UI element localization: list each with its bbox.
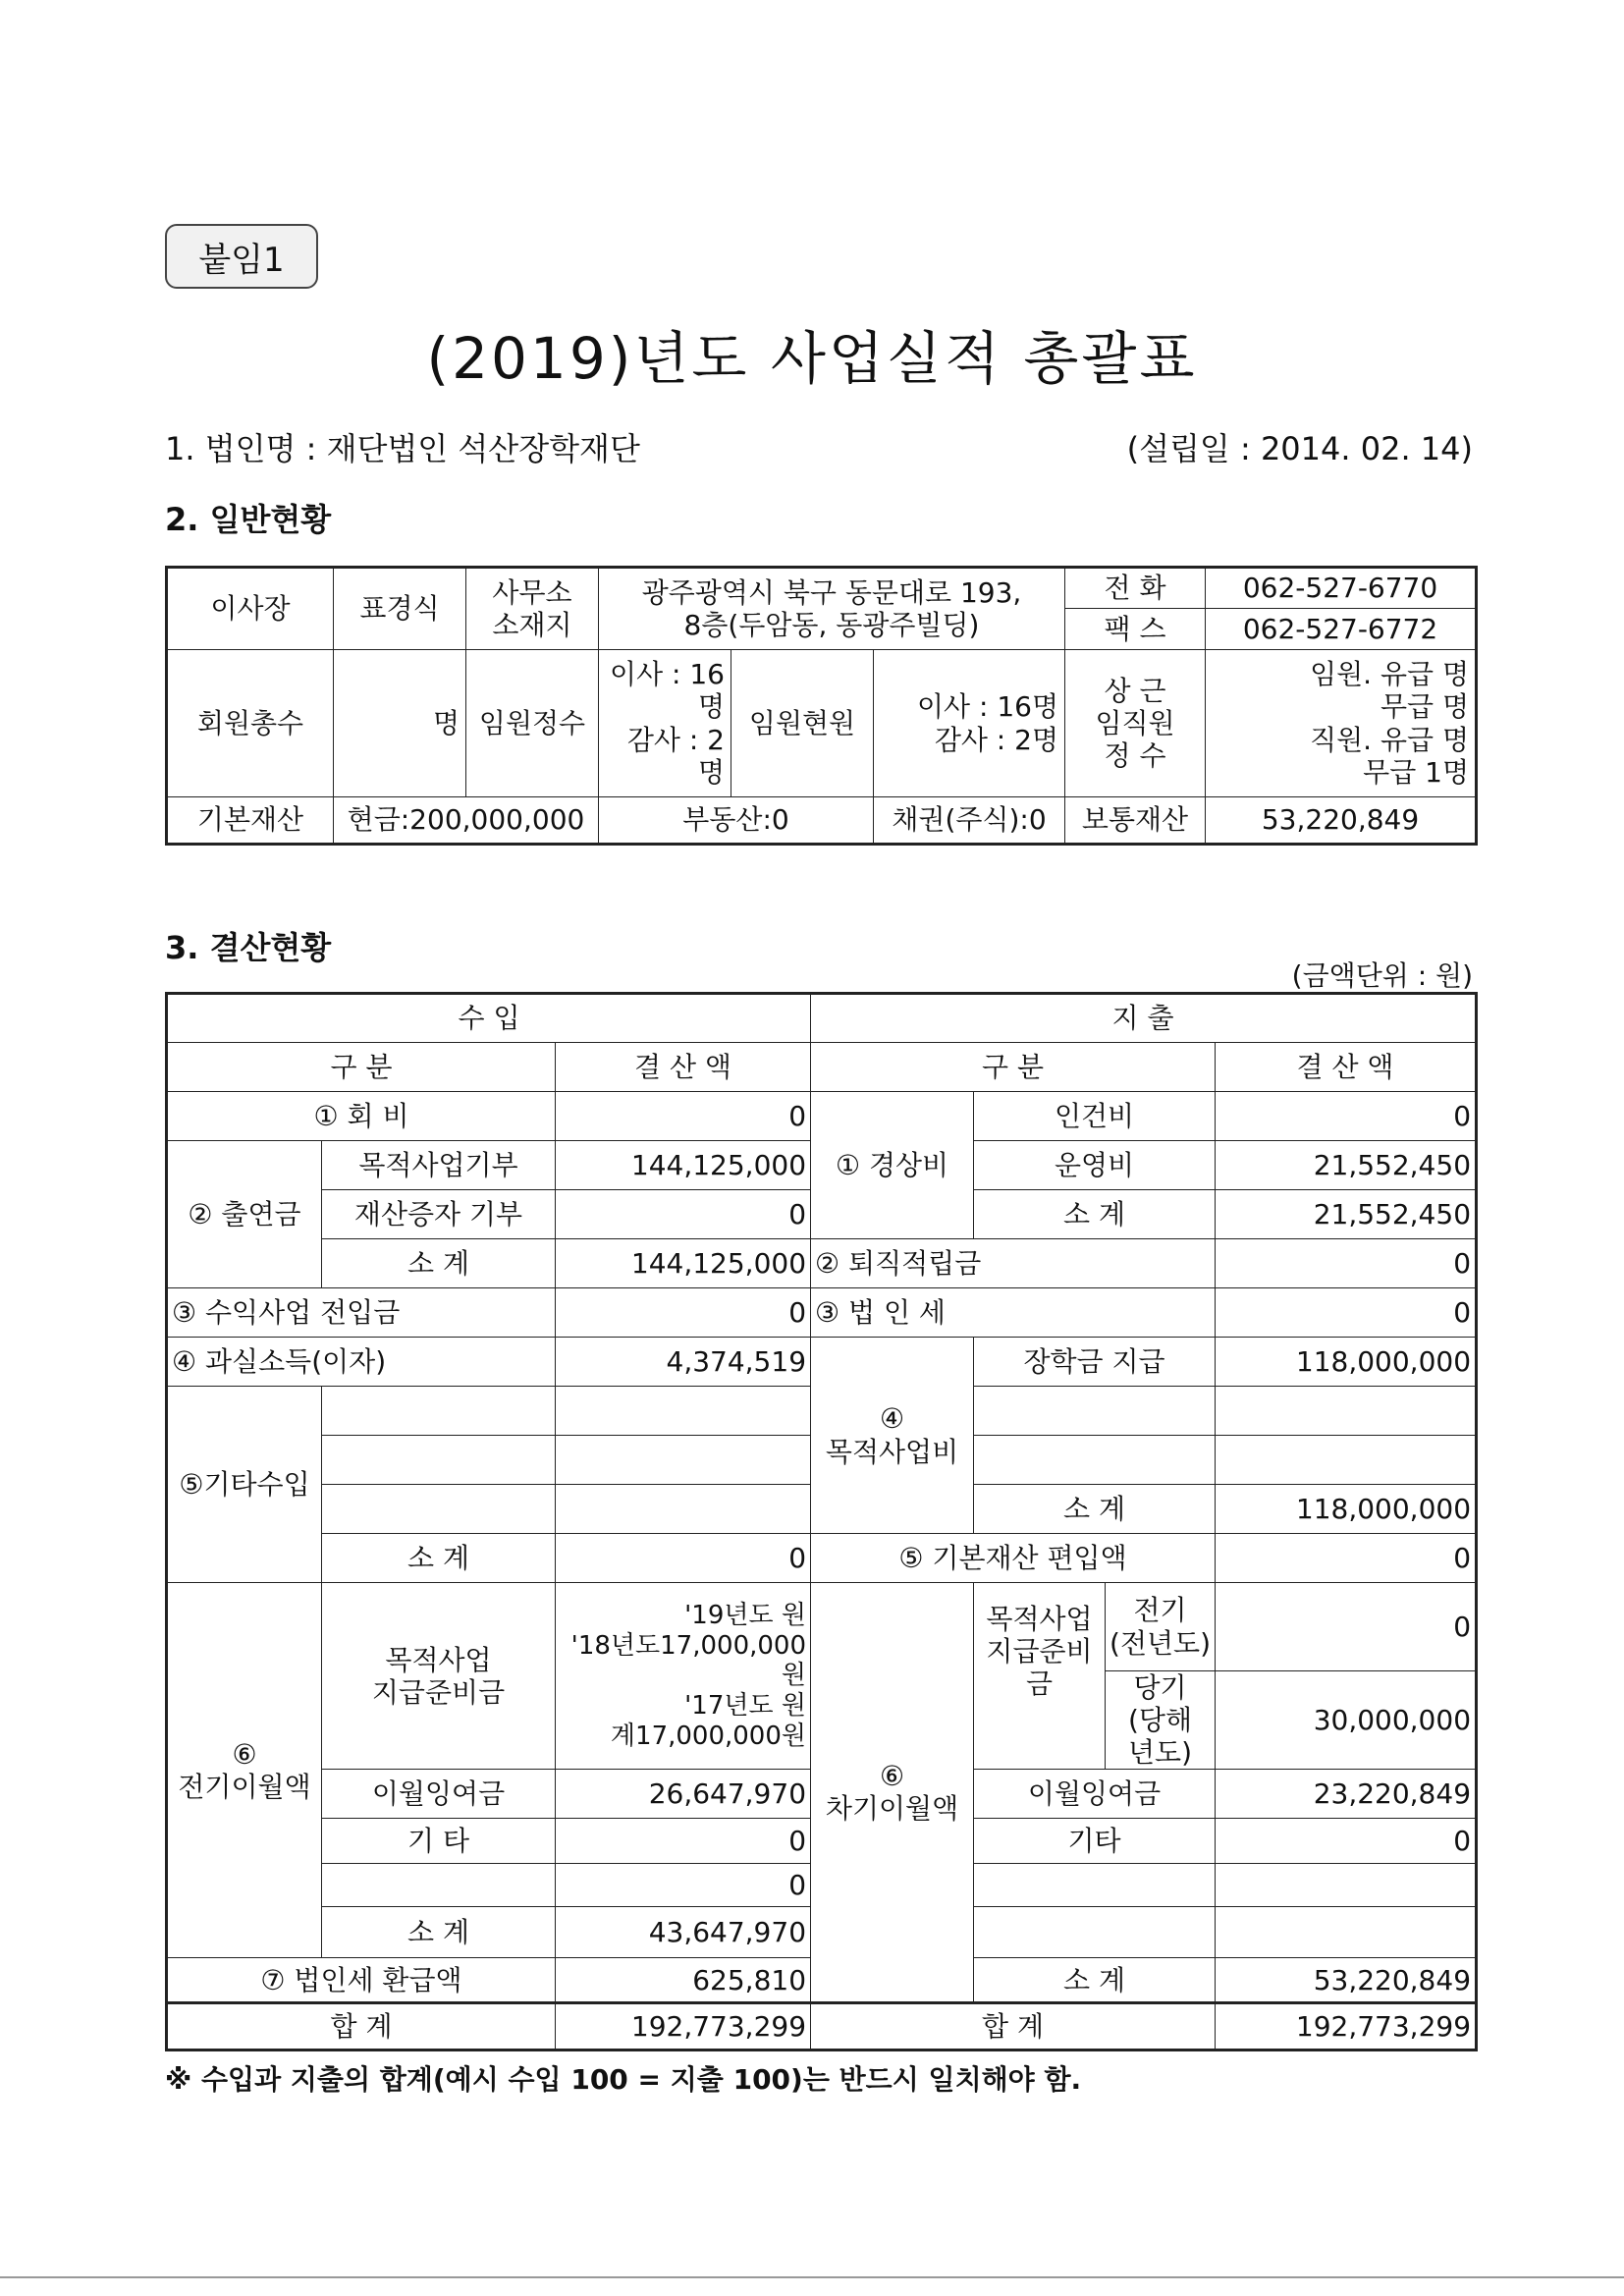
income-other-blank-2 (322, 1436, 556, 1485)
income-other-subtotal-label: 소 계 (322, 1534, 556, 1583)
income-blank-row (322, 1864, 556, 1907)
income-carryover-subtotal-label: 소 계 (322, 1907, 556, 1958)
expense-amount-header: 결 산 액 (1216, 1043, 1477, 1092)
normal-assets-label: 보통재산 (1065, 797, 1206, 845)
staff-label: 상 근 임직원 정 수 (1065, 650, 1206, 797)
expense-personnel-amount: 0 (1216, 1092, 1477, 1141)
footnote: ※ 수입과 지출의 합계(예시 수입 100 = 지출 100)는 반드시 일치해야 함. (165, 2063, 1082, 2096)
income-interest-amount: 4,374,519 (556, 1338, 811, 1387)
income-total-amount: 192,773,299 (556, 2003, 811, 2050)
income-reserve-label: 목적사업 지급준비금 (322, 1583, 556, 1770)
expense-surplus-amount: 23,220,849 (1216, 1770, 1477, 1819)
settlement-table (165, 992, 1478, 2051)
chairman-name: 표경식 (334, 568, 466, 650)
income-membership-fee-label: ① 회 비 (167, 1092, 556, 1141)
income-purpose-donation-label: 목적사업기부 (322, 1141, 556, 1190)
phone-label: 전 화 (1065, 568, 1206, 609)
expense-reserve-curr-amount: 30,000,000 (1216, 1671, 1477, 1770)
officers-current-value: 이사 : 16명 감사 : 2명 (874, 650, 1065, 797)
expense-total-amount: 192,773,299 (1216, 2003, 1477, 2050)
income-category-header: 구 분 (167, 1043, 556, 1092)
expense-header: 지 출 (811, 994, 1477, 1043)
income-tax-refund-label: ⑦ 법인세 환급액 (167, 1958, 556, 2003)
expense-carryover-subtotal-label: 소 계 (974, 1958, 1216, 2003)
expense-blank-row-2-amount (1216, 1907, 1477, 1958)
expense-purpose-group: ④ 목적사업비 (811, 1338, 974, 1534)
expense-corporate-tax-amount: 0 (1216, 1288, 1477, 1338)
income-contribution-subtotal-amount: 144,125,000 (556, 1239, 811, 1288)
normal-assets-value: 53,220,849 (1206, 797, 1477, 845)
amount-unit: (금액단위 : 원) (1291, 959, 1473, 992)
income-surplus-label: 이월잉여금 (322, 1770, 556, 1819)
expense-operating-subtotal-amount: 21,552,450 (1216, 1190, 1477, 1239)
chairman-label: 이사장 (167, 568, 334, 650)
income-other-group: ⑤기타수입 (167, 1387, 322, 1583)
expense-carryover-subtotal-amount: 53,220,849 (1216, 1958, 1477, 2003)
income-other-blank-2-amount (556, 1436, 811, 1485)
income-asset-donation-label: 재산증자 기부 (322, 1190, 556, 1239)
income-carryover-group: ⑥ 전기이월액 (167, 1583, 322, 1958)
income-total-label: 합 계 (167, 2003, 556, 2050)
income-other-blank-3-amount (556, 1485, 811, 1534)
income-interest-label: ④ 과실소득(이자) (167, 1338, 556, 1387)
phone-value: 062-527-6770 (1206, 568, 1477, 609)
income-blank-row-amount: 0 (556, 1864, 811, 1907)
income-carryover-subtotal-amount: 43,647,970 (556, 1907, 811, 1958)
expense-scholarship-label: 장학금 지급 (974, 1338, 1216, 1387)
fax-value: 062-527-6772 (1206, 609, 1477, 650)
staff-value: 임원. 유급 명 무급 명 직원. 유급 명 무급 1명 (1206, 650, 1477, 797)
income-other-subtotal-amount: 0 (556, 1534, 811, 1583)
founded-date: (설립일 : 2014. 02. 14) (1126, 430, 1473, 467)
expense-basic-assets-label: ⑤ 기본재산 편입액 (811, 1534, 1216, 1583)
expense-retirement-amount: 0 (1216, 1239, 1477, 1288)
expense-purpose-blank-2 (974, 1436, 1216, 1485)
income-contribution-subtotal-label: 소 계 (322, 1239, 556, 1288)
real-estate-value: 부동산:0 (599, 797, 874, 845)
expense-corporate-tax-label: ③ 법 인 세 (811, 1288, 1216, 1338)
general-status-table (165, 566, 1478, 846)
income-asset-donation-amount: 0 (556, 1190, 811, 1239)
expense-operation-amount: 21,552,450 (1216, 1141, 1477, 1190)
expense-purpose-blank-2-amount (1216, 1436, 1477, 1485)
income-business-transfer-label: ③ 수익사업 전입금 (167, 1288, 556, 1338)
income-surplus-amount: 26,647,970 (556, 1770, 811, 1819)
income-header: 수 입 (167, 994, 811, 1043)
expense-reserve-prev-label: 전기 (전년도) (1106, 1583, 1216, 1671)
expense-purpose-subtotal-amount: 118,000,000 (1216, 1485, 1477, 1534)
expense-category-header: 구 분 (811, 1043, 1216, 1092)
expense-blank-row-1-amount (1216, 1864, 1477, 1907)
page-bottom-rule (0, 2276, 1624, 2278)
members-value: 명 (334, 650, 466, 797)
expense-reserve-prev-amount: 0 (1216, 1583, 1477, 1671)
general-heading: 2. 일반현황 (165, 501, 332, 538)
expense-retirement-label: ② 퇴직적립금 (811, 1239, 1216, 1288)
expense-etc-amount: 0 (1216, 1819, 1477, 1864)
corp-name: 1. 법인명 : 재단법인 석산장학재단 (165, 430, 640, 467)
expense-carryover-group: ⑥ 차기이월액 (811, 1583, 974, 2003)
income-etc-label: 기 타 (322, 1819, 556, 1864)
expense-etc-label: 기타 (974, 1819, 1216, 1864)
income-amount-header: 결 산 액 (556, 1043, 811, 1092)
office-label: 사무소 소재지 (466, 568, 599, 650)
income-purpose-donation-amount: 144,125,000 (556, 1141, 811, 1190)
basic-assets-label: 기본재산 (167, 797, 334, 845)
settlement-heading: 3. 결산현황 (165, 929, 332, 966)
expense-basic-assets-amount: 0 (1216, 1534, 1477, 1583)
expense-blank-row-1 (974, 1864, 1216, 1907)
expense-purpose-blank-1 (974, 1387, 1216, 1436)
expense-purpose-subtotal-label: 소 계 (974, 1485, 1216, 1534)
income-other-blank-1-amount (556, 1387, 811, 1436)
income-etc-amount: 0 (556, 1819, 811, 1864)
expense-scholarship-amount: 118,000,000 (1216, 1338, 1477, 1387)
cash-value: 현금:200,000,000 (334, 797, 599, 845)
income-contribution-group: ② 출연금 (167, 1141, 322, 1288)
expense-reserve-curr-label: 당기 (당해 년도) (1106, 1671, 1216, 1770)
officers-quota-value: 이사 : 16명 감사 : 2명 (599, 650, 731, 797)
expense-surplus-label: 이월잉여금 (974, 1770, 1216, 1819)
expense-total-label: 합 계 (811, 2003, 1216, 2050)
income-membership-fee-amount: 0 (556, 1092, 811, 1141)
expense-operation-label: 운영비 (974, 1141, 1216, 1190)
page-title: (2019)년도 사업실적 총괄표 (426, 325, 1198, 392)
expense-personnel-label: 인건비 (974, 1092, 1216, 1141)
officers-current-label: 임원현원 (731, 650, 874, 797)
income-tax-refund-amount: 625,810 (556, 1958, 811, 2003)
expense-purpose-blank-1-amount (1216, 1387, 1477, 1436)
income-other-blank-3 (322, 1485, 556, 1534)
bonds-value: 채권(주식):0 (874, 797, 1065, 845)
expense-reserve-label: 목적사업 지급준비 금 (974, 1583, 1106, 1770)
attachment-badge: 붙임1 (165, 224, 318, 289)
expense-blank-row-2 (974, 1907, 1216, 1958)
income-business-transfer-amount: 0 (556, 1288, 811, 1338)
expense-operating-group: ① 경상비 (811, 1092, 974, 1239)
fax-label: 팩 스 (1065, 609, 1206, 650)
office-address: 광주광역시 북구 동문대로 193, 8층(두암동, 동광주빌딩) (599, 568, 1065, 650)
members-label: 회원총수 (167, 650, 334, 797)
income-reserve-amount: '19년도 원 '18년도17,000,000원 '17년도 원 계17,000,000원 (556, 1583, 811, 1770)
officers-quota-label: 임원정수 (466, 650, 599, 797)
expense-operating-subtotal-label: 소 계 (974, 1190, 1216, 1239)
income-other-blank-1 (322, 1387, 556, 1436)
